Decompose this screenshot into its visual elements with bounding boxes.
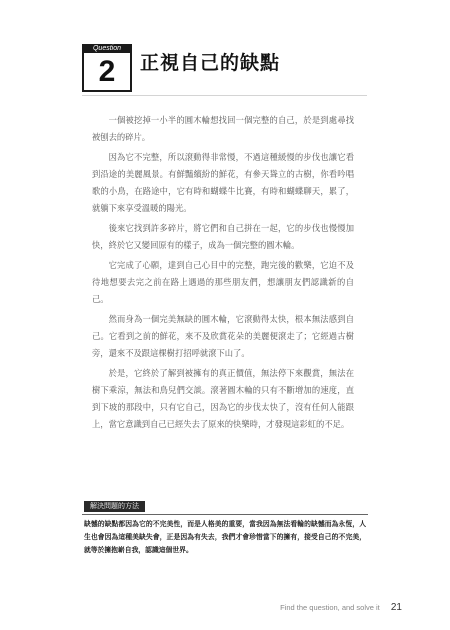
question-label: Question xyxy=(82,44,132,53)
question-badge xyxy=(82,44,132,92)
paragraph: 然而身為一個完美無缺的圓木輪，它滾動得太快，根本無法感到自己。它看到之前的鮮花，來不及欣賞花朵的美麗便滾走了；它經過古樹旁，還來不及跟這棵樹打招呼就滾下山了。 xyxy=(92,314,354,358)
footer-tagline: Find the question, and solve it xyxy=(280,603,380,612)
body-text xyxy=(92,112,354,436)
question-number: 2 xyxy=(98,55,116,88)
paragraph: 於是，它終於了解到被擁有的真正價值，無法停下來觀賞，無法在樹下乘涼，無法和鳥兒們交談。滾著圓木輪的只有不斷增加的速度，直到下坡的那段中，只有它自己，因為它的步伐太快了，沒有任何人能跟上，當它意識到自己已經失去了原來的快樂時，才發現這彩虹的不足。 xyxy=(92,368,354,429)
page-footer xyxy=(280,595,402,614)
paragraph: 因為它不完整，所以滾動得非常慢，不過這種緩慢的步伐也讓它看到沿途的美麗風景。有鮮豔繽紛的鮮花，有參天聳立的古樹，你看吟唱歌的小鳥，在路途中，它有時和蝴蝶牛比賽，有時和蝴蝶聊天，累了，就躺下來享受溫暖的陽光。 xyxy=(92,152,354,213)
method-divider xyxy=(82,514,368,515)
paragraph: 一個被挖掉一小半的圓木輪想找回一個完整的自己，於是到處尋找被刨去的碎片。 xyxy=(92,115,354,142)
method-label: 解決問題的方法 xyxy=(84,501,145,512)
page-number: 21 xyxy=(390,602,402,613)
chapter-title: 正視自己的缺點 xyxy=(140,52,281,74)
method-text: 缺憾的缺點都因為它的不完美性，而是人格美的重要，當我因為無法看輪的缺憾而為永恆，人生也會因為這種美缺失會，正是因為有失去，我們才會珍惜當下的擁有，接受自己的不完美，就等於擁抱嶄自我，認識這個世界。 xyxy=(84,520,366,554)
paragraph: 它完成了心願，達到自己心目中的完整，跑完後的歡樂，它迫不及待地想要去完之前在路上遇過的那些朋友們，想讓朋友們認識新的自己。 xyxy=(92,260,354,304)
title-divider xyxy=(82,95,367,96)
paragraph: 後來它找到許多碎片，將它們和自己拼在一起，它的步伐也慢慢加快，終於它又變回原有的樣子，成為一個完整的圓木輪。 xyxy=(92,223,354,250)
